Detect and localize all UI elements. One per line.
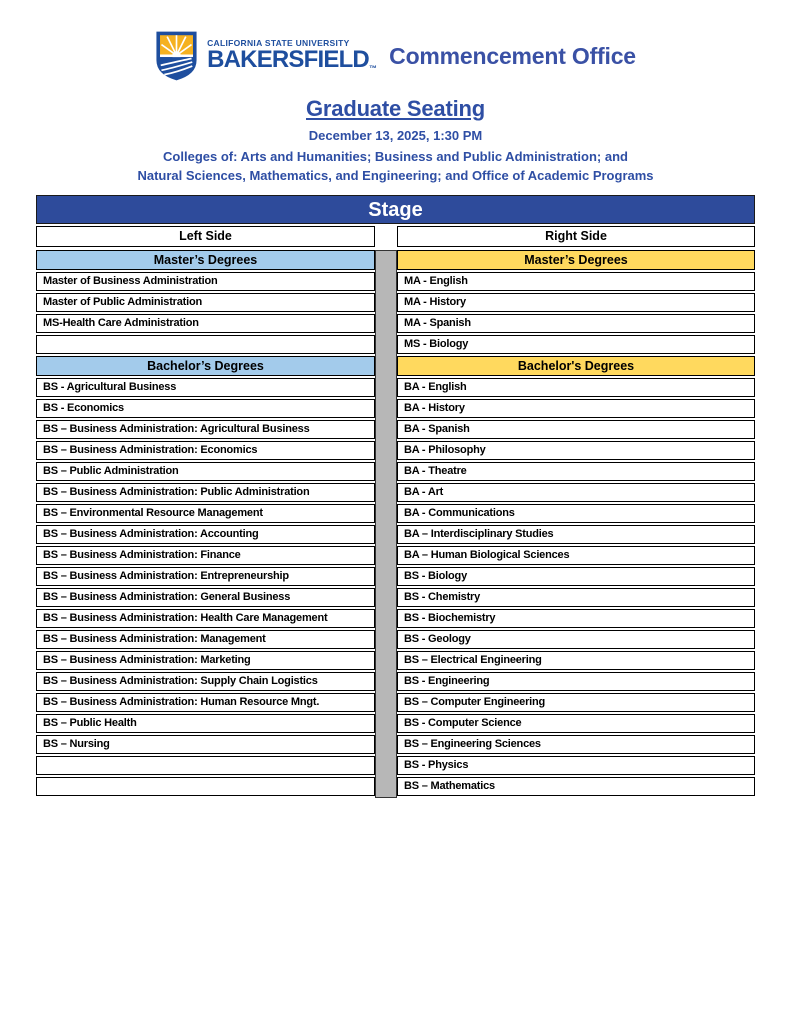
degree-row: MA - English [397,272,755,291]
degree-row: BS - Economics [36,399,375,418]
degree-row: BS - Agricultural Business [36,378,375,397]
degree-row: Master of Business Administration [36,272,375,291]
degree-row: Master of Public Administration [36,293,375,312]
degree-row: BS – Computer Engineering [397,693,755,712]
degree-row: MS-Health Care Administration [36,314,375,333]
degree-row: BS – Environmental Resource Management [36,504,375,523]
degree-row: BS - Geology [397,630,755,649]
degree-row: BS – Business Administration: Management [36,630,375,649]
degree-row: BA - Theatre [397,462,755,481]
degree-row: BS - Physics [397,756,755,775]
degree-row: BS – Business Administration: Health Care Management [36,609,375,628]
colleges-line-1: Colleges of: Arts and Humanities; Business and Public Administration; and [163,149,628,164]
degree-row: BA – Interdisciplinary Studies [397,525,755,544]
event-datetime: December 13, 2025, 1:30 PM [308,128,483,143]
center-divider-top-gap [375,226,397,250]
degree-row: BS – Business Administration: Economics [36,441,375,460]
seating-chart [36,195,755,798]
degree-row [36,756,375,775]
degree-row: BA - Communications [397,504,755,523]
degree-row: BA - Art [397,483,755,502]
left-masters-header: Master’s Degrees [36,250,375,270]
degree-row: BA - Philosophy [397,441,755,460]
degree-row: BS – Business Administration: Entrepreneurship [36,567,375,586]
degree-row: BS – Business Administration: Marketing [36,651,375,670]
degree-row: BS - Chemistry [397,588,755,607]
degree-row: BS – Mathematics [397,777,755,796]
degree-row: BS – Business Administration: Accounting [36,525,375,544]
degree-row: BA - History [397,399,755,418]
office-title: Commencement Office [389,42,636,69]
right-side-column [397,226,755,798]
colleges-line-2: Natural Sciences, Mathematics, and Engineering; and Office of Academic Programs [137,167,654,183]
csub-shield-logo-icon [155,30,198,82]
degree-row: BS – Business Administration: General Business [36,588,375,607]
left-side-header: Left Side [36,226,375,247]
degree-row: BS – Public Health [36,714,375,733]
left-bachelors-rows [36,378,375,796]
left-side-column [36,226,375,798]
degree-row: BS - Biology [397,567,755,586]
center-divider [375,226,397,798]
degree-row: BS – Engineering Sciences [397,735,755,754]
degree-row: BS – Electrical Engineering [397,651,755,670]
university-name-large: BAKERSFIELD™ [207,46,377,74]
university-name-small: CALIFORNIA STATE UNIVERSITY [207,37,350,48]
degree-row: BA – Human Biological Sciences [397,546,755,565]
degree-row [36,335,375,354]
degree-row: BA - English [397,378,755,397]
degree-row: BS – Public Administration [36,462,375,481]
degree-row: BS – Business Administration: Public Administration [36,483,375,502]
right-bachelors-header: Bachelor's Degrees [397,356,755,376]
degree-row: BS – Business Administration: Human Resource Mngt. [36,693,375,712]
degree-row: BS – Nursing [36,735,375,754]
degree-row: MA - History [397,293,755,312]
right-side-header: Right Side [397,226,755,247]
degree-row: MA - Spanish [397,314,755,333]
degree-row: BS – Business Administration: Finance [36,546,375,565]
right-masters-rows [397,272,755,354]
right-masters-header: Master’s Degrees [397,250,755,270]
masthead [0,0,791,82]
degree-row: MS - Biology [397,335,755,354]
degree-row [36,777,375,796]
left-masters-rows [36,272,375,354]
page-title: Graduate Seating [306,96,485,121]
degree-row: BS - Biochemistry [397,609,755,628]
left-bachelors-header: Bachelor’s Degrees [36,356,375,376]
degree-row: BS - Engineering [397,672,755,691]
right-bachelors-rows [397,378,755,796]
seating-columns [36,226,755,798]
title-block [0,96,791,186]
degree-row: BS - Computer Science [397,714,755,733]
trademark-symbol: ™ [368,64,377,74]
degree-row: BA - Spanish [397,420,755,439]
degree-row: BS – Business Administration: Supply Chain Logistics [36,672,375,691]
university-wordmark [207,39,376,74]
stage-banner: Stage [36,195,755,224]
center-aisle-bar [375,250,397,798]
degree-row: BS – Business Administration: Agricultural Business [36,420,375,439]
